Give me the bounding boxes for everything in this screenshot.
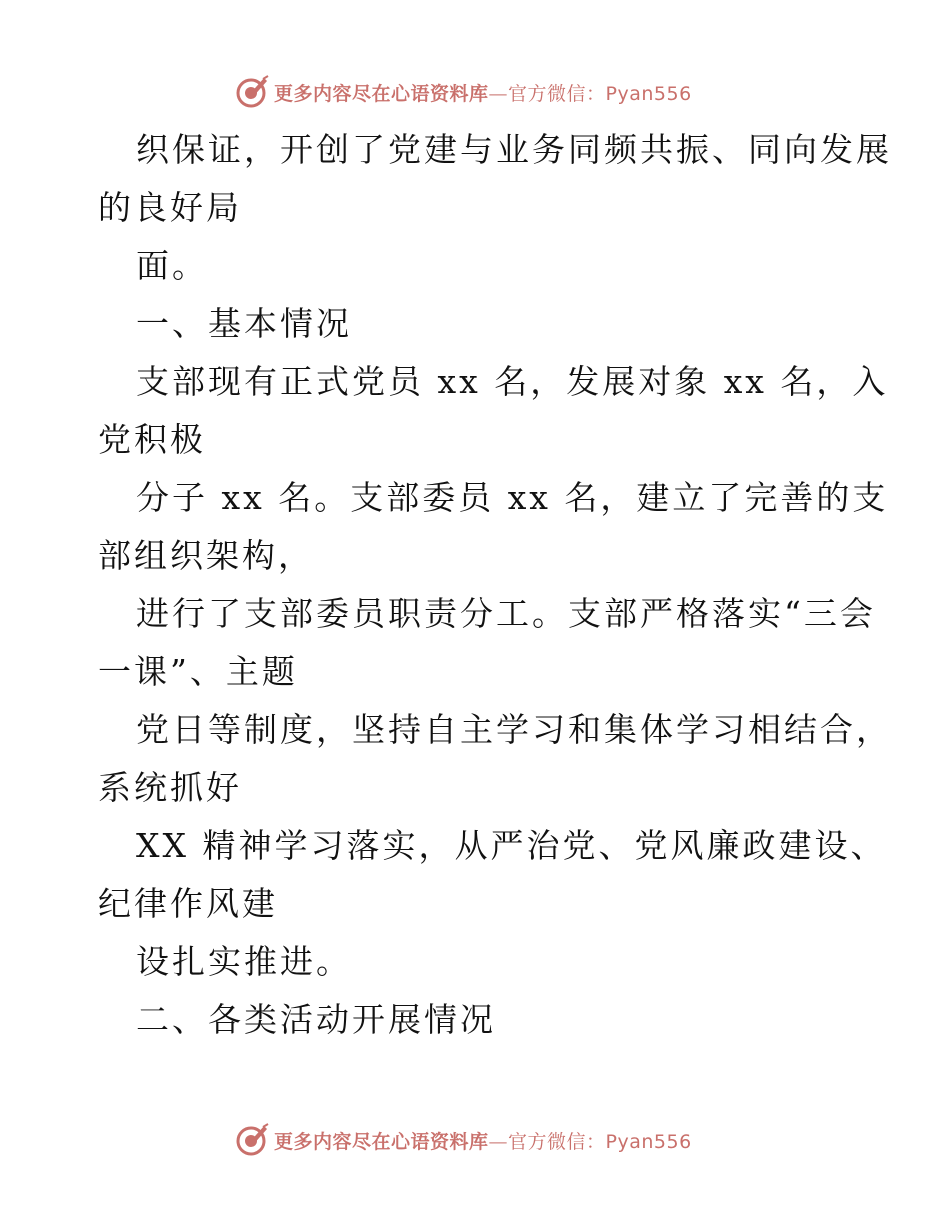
- header-banner-main: 更多内容尽在心语资料库: [274, 82, 489, 105]
- body-line: 党日等制度，坚持自主学习和集体学习相结合，: [136, 710, 892, 749]
- quill-logo-icon: [234, 74, 270, 110]
- header-banner-separator: —: [488, 82, 509, 105]
- body-line: 进行了支部委员职责分工。支部严格落实“三会: [136, 594, 876, 633]
- body-line: 设扎实推进。: [136, 942, 352, 981]
- document-body: [98, 121, 892, 1049]
- footer-banner-text: [274, 1127, 692, 1154]
- body-line: 的良好局: [98, 188, 242, 227]
- header-banner-wechat: 官方微信：Pyan556: [508, 82, 692, 105]
- body-line: 支部现有正式党员 xx 名，发展对象 xx 名，入: [136, 362, 889, 401]
- section-heading: 二、各类活动开展情况: [136, 1000, 496, 1039]
- body-line: 系统抓好: [98, 768, 242, 807]
- section-heading: 一、基本情况: [136, 304, 352, 343]
- footer-banner-main: 更多内容尽在心语资料库: [274, 1130, 489, 1153]
- footer-banner-separator: —: [488, 1130, 509, 1153]
- body-line: 部组织架构，: [98, 536, 314, 575]
- body-line: 一课”、主题: [98, 652, 298, 691]
- footer-banner-wechat: 官方微信：Pyan556: [508, 1130, 692, 1153]
- body-line: 织保证，开创了党建与业务同频共振、同向发展: [136, 130, 892, 169]
- body-line: 分子 xx 名。支部委员 xx 名，建立了完善的支: [136, 478, 889, 517]
- body-line: 纪律作风建: [98, 884, 278, 923]
- header-banner-text: [274, 79, 692, 106]
- body-line: XX 精神学习落实，从严治党、党风廉政建设、: [136, 826, 887, 865]
- body-line: 面。: [136, 246, 208, 285]
- body-line: 党积极: [98, 420, 206, 459]
- header-watermark-banner: [234, 72, 714, 112]
- quill-logo-icon: [234, 1122, 270, 1158]
- footer-watermark-banner: [234, 1120, 714, 1160]
